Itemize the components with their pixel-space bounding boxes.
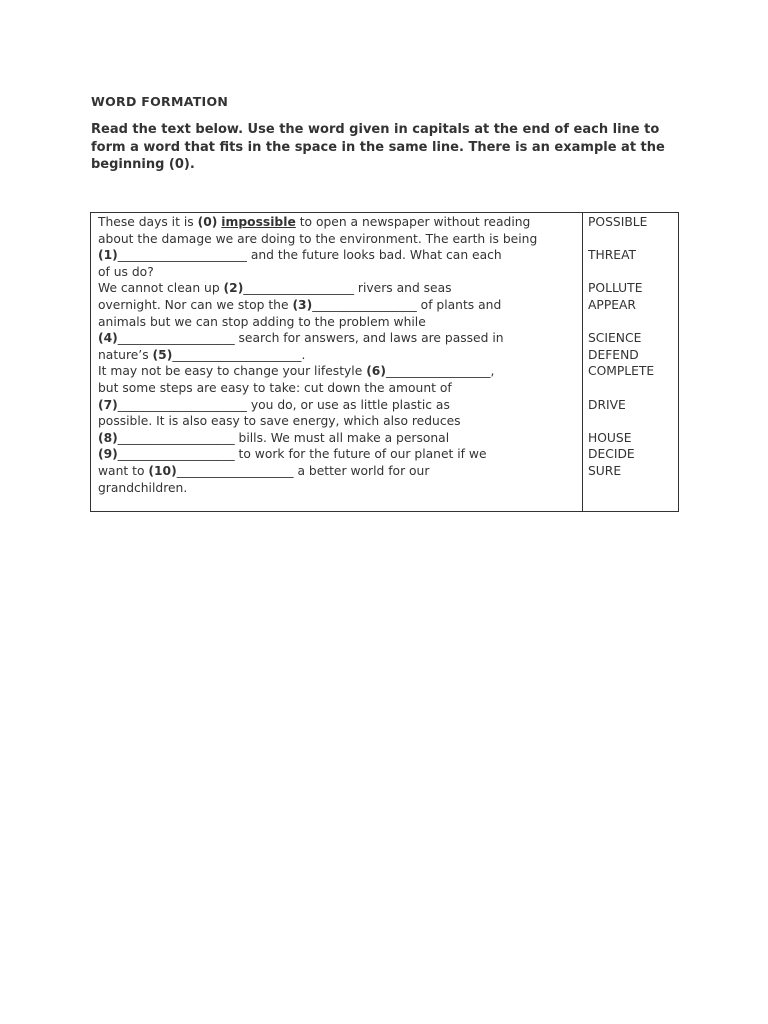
keyword: DEFEND: [588, 347, 639, 362]
passage-text: These days it is: [98, 215, 198, 229]
passage-text: overnight. Nor can we stop the: [98, 297, 293, 312]
passage-text: __________________ rivers and seas: [243, 281, 452, 296]
passage-text: nature’s: [98, 347, 153, 362]
passage-line: [98, 446, 578, 463]
passage-line: possible. It is also easy to save energy, which also reduces: [98, 414, 461, 429]
passage-text: want to: [98, 463, 149, 478]
keyword: DRIVE: [588, 397, 626, 412]
example-answer: impossible: [221, 215, 296, 229]
passage-text: We cannot clean up: [98, 281, 224, 296]
gap-number: (4): [98, 331, 118, 346]
column-divider: [582, 213, 583, 511]
keyword: POSSIBLE: [588, 215, 648, 229]
keyword: THREAT: [588, 248, 637, 263]
keyword: DECIDE: [588, 447, 635, 462]
passage-line: of us do?: [98, 264, 154, 279]
passage-text: ___________________ search for answers, and laws are passed in: [117, 331, 504, 346]
passage-text: _________________,: [385, 364, 495, 379]
passage-line: grandchildren.: [98, 480, 188, 495]
keyword: HOUSE: [588, 430, 632, 445]
passage-line: [98, 463, 578, 480]
gap-number: (1): [98, 248, 118, 263]
gap-number: (0): [197, 215, 218, 229]
gap-number: (10): [148, 463, 177, 478]
gap-number: (5): [152, 347, 173, 362]
passage-text: ___________________ to work for the future of our planet if we: [117, 447, 487, 462]
passage-line: [98, 214, 578, 231]
passage-line: about the damage we are doing to the environment. The earth is being: [98, 231, 538, 246]
passage-line: [98, 347, 578, 364]
gap-number: (6): [366, 364, 386, 379]
keyword: [588, 413, 674, 430]
gap-number: (7): [98, 397, 118, 412]
keyword: COMPLETE: [588, 364, 655, 379]
passage-line: but some steps are easy to take: cut down the amount of: [98, 380, 452, 395]
passage-text: _____________________ and the future looks bad. What can each: [117, 248, 502, 263]
page-title: WORD FORMATION: [91, 94, 229, 109]
passage-text: ___________________ a better world for our: [176, 463, 430, 478]
keyword: [588, 380, 674, 397]
passage-text: It may not be easy to change your lifestyle: [98, 364, 367, 379]
keyword: [588, 231, 674, 248]
passage-column: [98, 214, 578, 496]
gap-number: (8): [98, 430, 118, 445]
keyword: [588, 314, 674, 331]
keyword: APPEAR: [588, 297, 636, 312]
passage-line: [98, 363, 578, 380]
passage-text: _____________________.: [172, 347, 306, 362]
passage-line: animals but we can stop adding to the problem while: [98, 314, 426, 329]
passage-text: to open a newspaper without reading: [295, 215, 531, 229]
passage-text: _____________________ you do, or use as little plastic as: [117, 397, 450, 412]
passage-text: ___________________ bills. We must all make a personal: [117, 430, 450, 445]
passage-line: [98, 430, 578, 447]
passage-text: _________________ of plants and: [312, 297, 502, 312]
passage-line: [98, 330, 578, 347]
gap-number: (2): [223, 281, 244, 296]
keyword: SCIENCE: [588, 331, 642, 346]
gap-number: (9): [98, 447, 118, 462]
keyword: SURE: [588, 463, 622, 478]
passage-line: [98, 297, 578, 314]
keyword: POLLUTE: [588, 281, 643, 296]
passage-line: [98, 280, 578, 297]
instructions: Read the text below. Use the word given in capitals at the end of each line to form a word that fits in the space in the same line. There is an example at the beginning (0).: [91, 122, 665, 172]
exercise-table: [90, 212, 679, 512]
gap-number: (3): [292, 297, 313, 312]
passage-line: [98, 247, 578, 264]
passage-line: [98, 397, 578, 414]
keyword-column: [588, 214, 674, 480]
keyword: [588, 264, 674, 281]
